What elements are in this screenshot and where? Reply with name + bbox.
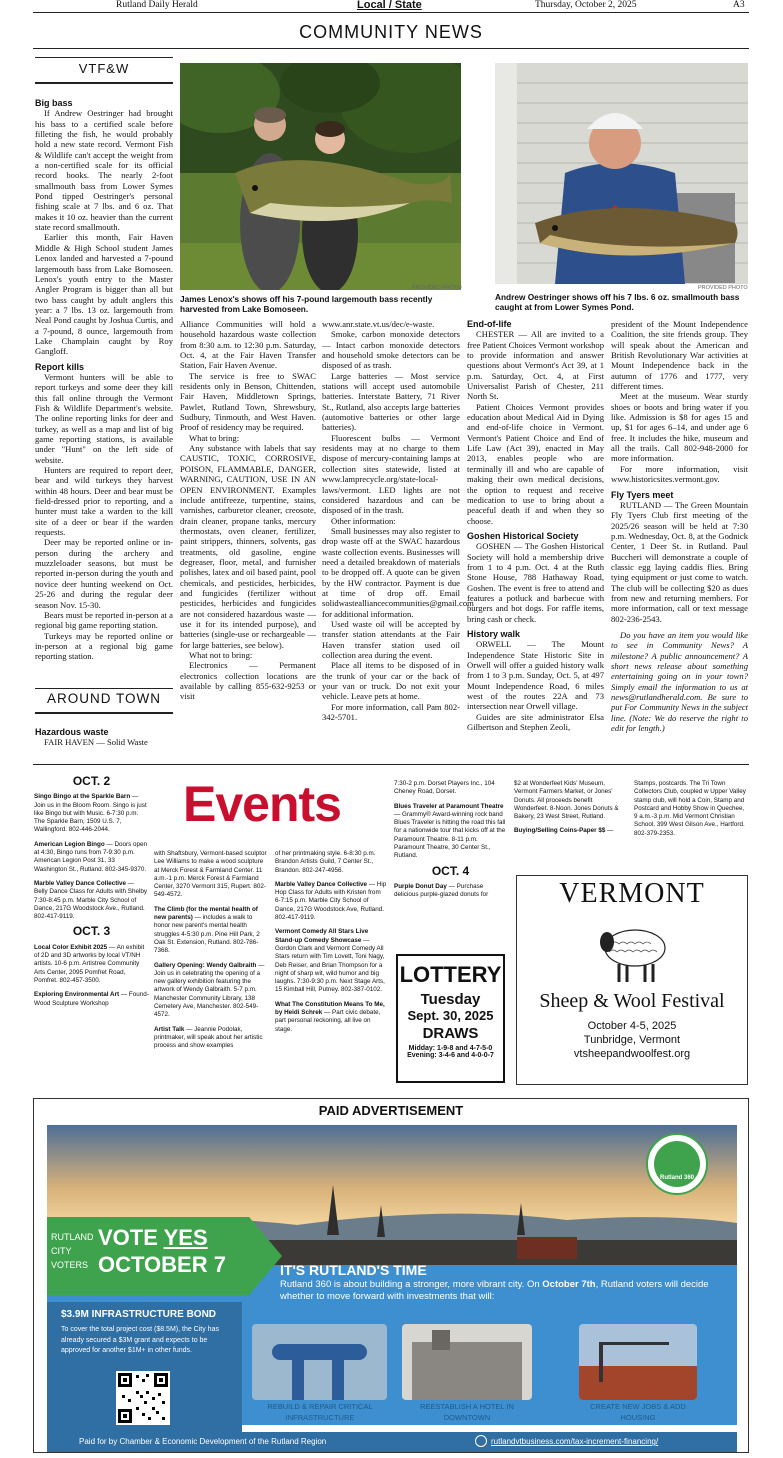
fly-tyers-heading: Fly Tyers meet [611, 489, 674, 500]
hw-c3-p2: Large batteries — Most service stations will accept used automobile batteries. Interstate Battery, 71 River St., Rutland, also accepts large batteries (automotive batteries or other large batteries). [322, 370, 460, 433]
event-constitution: What The Constitution Means To Me, by Heidi Schrek — Part civic debate, part personal reckoning, all live on stage. [275, 1000, 385, 1033]
column-vtfw [35, 98, 173, 662]
event-the-climb: The Climb (for the mental health of new parents) — includes a walk to honor new parent's mental health struggles 4-5:30 p.m. Pine Hill Park, 2 Oak St. Extension, Rutland. 802-786-7368. [154, 905, 260, 955]
event-env-art-cont: with Shaftsbury, Vermont-based sculptor Lee Williams to make a wood sculpture at Merck Forest & Farmland Center. 11 a.m.-1 p.m. Merck Forest & Farmland Center, 3270 Vermont 315, Rupert. 802-549-4572. [154, 850, 267, 899]
column-5 [611, 319, 748, 733]
right-photo-caption: Andrew Oestringer shows off his 7 lbs. 6 oz. smallmouth bass caught at from Lower Symes Pond. [495, 292, 740, 312]
report-kills-p2: Hunters are required to report deer, bear and wild turkeys they harvest within 48 hours. Deer and bear must be field-dressed prior to reporting, and a hunter must take a warden to the kill site of a deer or bear if the warden requests. [35, 465, 173, 538]
photo-andrew-oestringer [495, 63, 748, 284]
event-local-color: Local Color Exhibit 2025 — An exhibit of 2D and 3D artworks by local VT/NH artists. 10-6 p.m. Artistree Community Arts Center, 2095 Pomfret Road, Pomfret. 802-457-3500. [34, 943, 145, 984]
item-jobs: CREATE NEW JOBS & ADD HOUSING [590, 1402, 686, 1422]
sheep-ad-dates: October 4-5, 2025 [587, 1020, 677, 1032]
end-of-life-p2: Patient Choices Vermont provides education about Medical Aid in Dying and end-of-life choice in Vermont. Vermont's Patient Choice and End of Life Law (Act 39), enacted in May 2013, enables people who are terminally ill and who are capable of making their own medical decisions, the option to request and receive medication to use to bring about a peaceful death if and when they so choose. [467, 401, 604, 526]
event-blues-traveler: Blues Traveler at Paramount Theatre — Grammy® Award-winning rock band Blues Traveler is hitting the road this fall for a nationwide tour that kicks off at the Paramount Theatre. 8-11 p.m. Paramount Theatre, 30 Center St., Rutland. [394, 802, 506, 860]
event-singo-bingo: Singo Bingo at the Sparkle Barn — Join us in the Bloom Room. Singo is just like Bingo but with Music. 6-7:30 p.m. The Sparkle Barn, 1509 U.S. 7, Wallingford. 802-446-2044. [34, 793, 147, 834]
vote-word: VOTE [98, 1225, 158, 1250]
oct3-heading: OCT. 3 [72, 924, 111, 939]
events-col-4 [394, 780, 507, 906]
around-town-rule-top [35, 688, 173, 689]
events-divider [33, 764, 749, 765]
bass-photo-left-image [180, 63, 461, 290]
events-col-5 [514, 780, 627, 842]
event-hip-hop: Marble Valley Dance Collective — Hip Hop Class for Adults with Kristen from 6-7:15 p.m. Marble City School of Dance, 217G Woodstock Ave, Rutland. 802-417-9119. [275, 880, 387, 922]
hw-c2-p5: Electronics — Permanent electronics collection locations are available by calling 855-632-9253 or visit [180, 660, 316, 702]
page-number: A3 [733, 0, 745, 10]
sheep-illustration [587, 910, 677, 990]
events-banner: Events [183, 776, 341, 832]
page-title: COMMUNITY NEWS [299, 22, 483, 42]
fly-tyers-p: RUTLAND — The Green Mountain Fly Tyers Club first meeting of the 2025/26 season will be held at 7:30 p.m. Wednesday, Oct. 8, at the Godnick Center, 1 Deer St. in Rutland. Paul Buccheri will demonstrate a couple of classic egg laying caddis flies. Bring tying equipment or just come to watch. The club will be collecting $20 as dues from new and returning members. For more information, call or text message 802-236-2543. [611, 499, 748, 624]
report-kills-p4: Bears must be reported in-person at a regional big game reporting station. [35, 609, 173, 631]
vote-voters: VOTERS [51, 1260, 89, 1270]
history-walk-heading: History walk [467, 628, 521, 639]
sheep-ad-place: Tunbridge, Vermont [583, 1034, 681, 1046]
paper-name: Rutland Daily Herald [116, 0, 198, 10]
bond-title: $3.9M INFRASTRUCTURE BOND [61, 1309, 217, 1320]
lottery-draws: DRAWS [422, 1025, 479, 1042]
hw-c2-p3: Any substance with labels that say CAUSTIC, TOXIC, CORROSIVE, POISON, FLAMMABLE, DANGER, WARNING, CAUTION, USE IN AN OPEN ENVIRONMENT. Examples include antifreeze, turpentine, stains, varnishes, carburetor cleaner, creosote, drain cleaner, propane tanks, mercury thermostats, oven cleaner, fertilizer, paint strippers, thinners, solvents, gas treatments, old gasoline, engine degreaser, floor, metal, and furnisher polishes, latex and oil based paint, pool chemicals, and pesticides, herbicides, and fungicides (fertilizer without pesticides, herbicides and fungicides are not considered hazardous waste — use it for its intended purpose), and batteries (single-use or rechargeable — for large batteries, see below). [180, 443, 316, 650]
paid-advertisement [33, 1098, 749, 1453]
qr-code[interactable] [116, 1371, 170, 1425]
logo-label: Rutland 360 [659, 1175, 694, 1181]
vote-who [51, 1230, 94, 1272]
oct2-heading: OCT. 2 [72, 774, 111, 788]
sheep-wool-ad [516, 875, 748, 1085]
event-coins: Buying/Selling Coins-Paper $$ — [514, 827, 614, 835]
report-kills-p3: Deer may be reported online or in-person during the archery and muzzleloader seasons, but must be reported in-person during the youth and novice deer hunting weekend on Oct. 25-26 and during the regular deer season Nov. 15-30. [35, 537, 173, 610]
history-walk-p3: president of the Mount Independence Coalition, the site friends group. They will speak about the American and British Revolutionary War activities at Mount Independence back in the autumn of 1776 and 1777, very different times. [611, 319, 748, 392]
yes-word: YES [163, 1225, 208, 1250]
hw-c3-p5: Small businesses may also register to drop waste off at the SWAC hazardous waste collection events. Businesses will need a detailed breakdown of materials to be dropped off. A quote can be given by the HW contractor. Payment is due at time of drop off. Email solidwastealliancecommunities@gmail.com for additional information. [322, 525, 474, 619]
hotel-photo [402, 1324, 532, 1400]
item-hotel: REESTABLISH A HOTEL IN DOWNTOWN [420, 1402, 514, 1422]
section-name: Local / State [357, 0, 422, 11]
big-bass-p2: Earlier this month, Fair Haven Middle & High School student James Lenox landed and harvested a 7-pound largemouth bass from Lake Bomoseen. Lenox's youth entry to the Master Angler Program is bigger than all but two bass caught by adult anglers this year: a 7 lbs. 13 oz. largemouth from Neal Pond caught by Joshua Curtis, and a 7-pound, 8 ounce, largemouth from Lake Champlain caught by Roy Gangloff. [35, 232, 173, 357]
bond-text: To cover the total project cost ($8.5M), the City has already secured a $3M grant and expects to be approved for another $1M+ in other funds. [61, 1326, 219, 1354]
hw-c3-p0: www.anr.state.vt.us/dec/e-waste. [322, 319, 435, 329]
big-bass-heading: Big bass [35, 98, 73, 108]
photo-james-lenox [180, 63, 461, 290]
ad-description: Rutland 360 is about building a stronger, more vibrant city. On October 7th, Rutland voters will decide whether to move forward with investments that will: [280, 1279, 709, 1302]
ad-url[interactable]: rutlandvtbusiness.com/tax-increment-financing/ [491, 1437, 659, 1446]
jobs-photo [579, 1324, 697, 1400]
goshen-p: GOSHEN — The Goshen Historical Society will hold a membership drive from 1 to 4 p.m. Oct. 4 at the Ruth Stone House, 788 Hathaway Road, Goshen. The event is free to attend and features a potluck and barbecue with burgers and hot dogs. For raffle items, bring cash or check. [467, 541, 604, 624]
header-rule [33, 12, 749, 13]
report-kills-p5: Turkeys may be reported online or in-person at a regional big game reporting station. [35, 630, 173, 662]
history-walk-p4: Meet at the museum. Wear sturdy shoes or boots and bring water if you like. Admission is $8 for ages 15 and up, $1 for ages 6–14, and under age 6 free. It includes the hike, museum and all the trails. Call 802-948-2000 for more information. [611, 391, 748, 464]
lottery-title: LOTTERY [399, 962, 502, 987]
paid-by: Paid for by Chamber & Economic Development of the Rutland Region [79, 1437, 327, 1446]
end-of-life-p1: CHESTER — All are invited to a free Patient Choices Vermont workshop to provide information and answer questions about Vermont's Act 39, at 1 p.m. Saturday, Oct. 4, at First Universalist Parish of Chester, 211 North St. [467, 329, 604, 402]
event-legion-bingo: American Legion Bingo — Doors open at 4:30, Bingo runs from 7-9:30 p.m. American Legion Post 31, 33 Washington St., Rutland. 802-345-9370. [34, 840, 148, 873]
vtfw-title: VTF&W [78, 61, 130, 76]
event-purple-donut: Purple Donut Day — Purchase delicious purple-glazed donuts for [394, 882, 489, 899]
column-4 [467, 319, 604, 732]
bass-photo-right-image [495, 63, 748, 284]
vtfw-rule-top [35, 57, 173, 58]
event-env-art: Exploring Environmental Art — Found-Wood Sculpture Workshop [34, 991, 149, 1007]
vote-rutland: RUTLAND [51, 1232, 94, 1242]
vote-city: CITY [51, 1246, 72, 1256]
history-walk-p2: Guides are site administrator Elsa Gilbertson and Stephen Zeoli, [467, 711, 604, 733]
goshen-heading: Goshen Historical Society [467, 530, 579, 541]
sheep-ad-title2: Sheep & Wool Festival [539, 990, 725, 1012]
lottery-day: Tuesday [420, 991, 481, 1008]
issue-date: Thursday, October 2, 2025 [535, 0, 637, 10]
sheep-ad-title1: VERMONT [559, 878, 705, 909]
submit-note: Do you have an item you would like to see in Community News? A milestone? A public announcement? A short news release about something entertaining going on in your town? Simply email the information to us at news@rutlandherald.com. Be sure to put For Community News in the subject line. (Note: We do reserve the right to edit for length.) [611, 629, 748, 734]
lottery-evening: Evening: 3-4-6 and 4-0-0-7 [407, 1052, 494, 1059]
events-col-3 [275, 850, 388, 1040]
event-comedy: Vermont Comedy All Stars Live Stand-up Comedy Showcase — Gordon Clark and Vermont Comedy All Stars return with Tim Lovett, Toni Nagy, Deb Reiser, and Brian Thompson for a night of sharp wit, wild humor and big laughs. 7:30-9:30 p.m. Next Stage Arts, 15 Kimball Hill, Putney. 802-387-0102. [275, 928, 385, 994]
oct4-heading: OCT. 4 [431, 863, 470, 878]
hw-c2-p4: What not to bring: [189, 650, 253, 660]
left-photo-caption: James Lenox's shows off his 7-pound largemouth bass recently harvested from Lake Bomoseen. [180, 294, 433, 314]
lottery-date: Sept. 30, 2025 [407, 1008, 494, 1023]
sheep-ad-url[interactable]: vtsheepandwoolfest.org [573, 1048, 691, 1060]
hw-c3-p1: Smoke, carbon monoxide detectors — Intact carbon monoxide detectors and household smoke detectors can be disposed of as trash. [322, 329, 460, 371]
hw-c3-p8: For more information, call Pam 802-342-5701. [322, 701, 460, 723]
hw-c3-p7: Place all items to be disposed of in the trunk of your car or the back of your van or truck. Do not exit your vehicle. Leave pets at home. [322, 660, 460, 702]
hw-c2-p1: The service is free to SWAC residents only in Benson, Chittenden, Fair Haven, Middletown Springs, Pawlet, Rutland Town, Shrewsbury, Sudbury, Tinmouth, and West Haven. Proof of residency may be required. [180, 370, 316, 433]
around-town-rule-bottom [35, 712, 173, 714]
vtfw-rule-bottom [35, 82, 173, 84]
around-town-title: AROUND TOWN [46, 691, 161, 706]
hw-c3-p6: Used waste oil will be accepted by transfer station attendants at the Fair Haven transfer station used oil collection area during the event. [322, 618, 460, 660]
item-infrastructure: REBUILD & REPAIR CRITICAL INFRASTRUCTURE [267, 1402, 373, 1422]
its-rutlands-time: IT'S RUTLAND'S TIME [280, 1262, 427, 1278]
event-coins-cont: Stamps, postcards. The Tri Town Collectors Club, coupled w Upper Valley stamp club, will hold a Coin, Stamp and Postcard and Hobby Show in Quechee, 9 a.m.-3 p.m. Mid Vermont Christian School, 399 West Gilson Ave., Hartford. 802-379-2353. [634, 780, 746, 837]
lottery-midday: Midday: 1-9-8 and 4-7-5-0 [408, 1045, 493, 1052]
vote-date: OCTOBER 7 [98, 1252, 226, 1277]
paid-ad-header: PAID ADVERTISEMENT [318, 1103, 464, 1118]
event-artist-talk-cont: of her printmaking style. 6-8:30 p.m. Brandon Artists Guild, 7 Center St., Brandon. 802-247-4956. [275, 850, 376, 874]
title-rule [33, 48, 749, 49]
hw-c2-p0: Alliance Communities will hold a household hazardous waste collection from 8:30 a.m. to 12:30 p.m. Saturday, Oct. 4, at the Fair Haven Transfer Station, Fair Haven Avenue. [180, 319, 316, 371]
column-hazardous-waste-3 [322, 319, 474, 723]
left-photo-credit: PROVIDED PHOTO [412, 285, 462, 291]
lottery-box [396, 954, 505, 1083]
event-belly-dance: Marble Valley Dance Collective — Belly Dance Class for Adults with Shelby 7:30-8:45 p.m. Marble City School of Dance, 217G Woodstock Ave., Rutland. 802-417-9119. [34, 879, 148, 921]
infrastructure-photo [252, 1324, 387, 1400]
history-walk-p1: ORWELL — The Mount Independence State Historic Site in Orwell will offer a guided history walk from 1 to 3 p.m. Sunday, Oct. 5, at 497 Mount Independence Road, 6 miles west of the routes 22A and 73 intersection near Orwell village. [467, 639, 604, 712]
rutland-360-logo [646, 1133, 708, 1195]
end-of-life-heading: End-of-life [467, 319, 512, 329]
column-hazardous-waste-2 [180, 319, 316, 702]
page-header [0, 0, 783, 12]
big-bass-p1: If Andrew Oestringer had brought his bass to a certified scale before filleting the fish, he would probably hold a new state record. Vermont Fish & Wildlife can't accept the weight from a non-certified scale for its official record books. The nearly 2-foot smallmouth bass from Lower Symes Pond tipped Oestringer's personal fishing scale at 7 lbs. and 6 oz. That makes it 10 oz. heavier than the current state record smallmouth. [35, 108, 173, 233]
report-kills-p1: Vermont hunters will be able to report turkeys and some deer they kill this fall online through the Vermont Fish & Wildlife Department's website. The online reporting links for deer and turkey, as well as a map and list of big game reporting stations, is available under "Hunt" on the left side of website. [35, 371, 173, 465]
hw-c3-p3: Fluorescent bulbs — Vermont residents may at no charge to them dispose of mercury-containing lamps at collection sites statewide, listed at www.lamprecycle.org/state-local-laws/vermont. LED lights are not considered hazardous and can be disposed of in the trash. [322, 432, 460, 516]
hazardous-waste-start [35, 727, 173, 748]
event-purple-donut-cont: $2 at Wonderfeet Kids' Museum, Vermont Farmers Market, or Jones' Donuts. All proceeds benefit Wonderfeet. 8-Noon. Jones Donuts & Bakery, 23 West Street, Rutland. [514, 780, 619, 821]
history-walk-p5: For more information, visit www.historicsites.vermont.gov. [611, 463, 748, 485]
hw-c3-p4: Other information: [331, 515, 396, 526]
hazardous-waste-heading: Hazardous waste [35, 727, 109, 737]
events-col-2 [154, 850, 269, 1057]
vote-yes-text [98, 1225, 208, 1251]
events-col-1 [34, 775, 149, 1014]
globe-icon [475, 1435, 487, 1447]
event-gallery-opening: Gallery Opening: Wendy Galbraith — Join us in celebrating the opening of a new gallery exhibition featuring the artwork of Wendy Galbraith. 5-7 p.m. Manchester Community Library, 138 Cemetery Ave, Manchester. 802-549-4572. [154, 961, 265, 1019]
event-artist-talk: Artist Talk — Jeannie Podolak, printmaker, will speak about her artistic process and show examples [154, 1025, 263, 1050]
events-col-6 [634, 780, 747, 844]
hazardous-waste-lead: FAIR HAVEN — Solid Waste [44, 737, 148, 748]
right-photo-credit: PROVIDED PHOTO [698, 285, 748, 291]
hw-c2-p2: What to bring: [189, 432, 240, 443]
event-dorset: 7:30-2 p.m. Dorset Players Inc., 104 Cheney Road, Dorset. [394, 780, 495, 796]
report-kills-heading: Report kills [35, 361, 85, 372]
